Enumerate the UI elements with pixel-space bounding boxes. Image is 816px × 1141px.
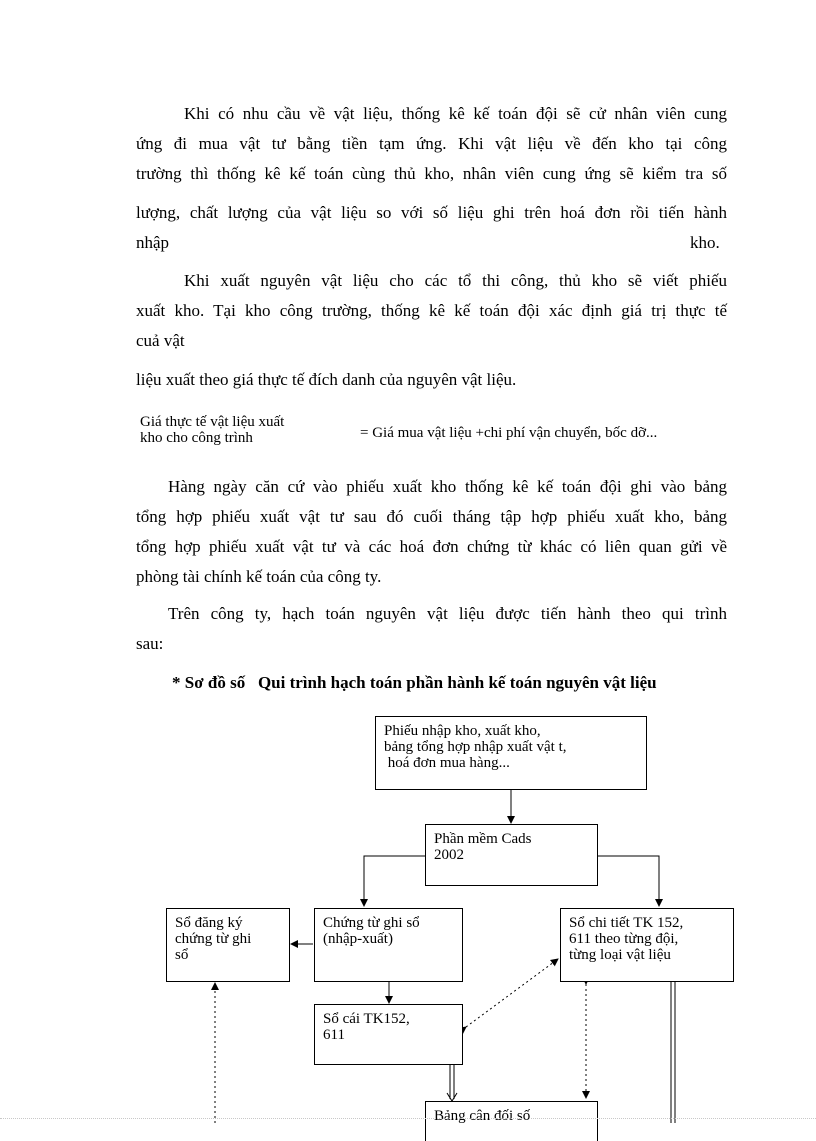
box-software-line1: Phần mềm Cads: [434, 831, 532, 847]
box-software: [425, 824, 598, 886]
paragraph2-line2: xuất kho. Tại kho công trường, thống kê kế toán đội xác định giá trị thực tế: [136, 301, 727, 320]
box-vouchers-line1: Chứng từ ghi sổ: [323, 915, 420, 931]
paragraph2-line1: Khi xuất nguyên vật liệu cho các tổ thi công, thủ kho sẽ viết phiếu: [184, 271, 727, 290]
box-detail-ledger-line1: Sổ chi tiết TK 152,: [569, 915, 684, 931]
box-vouchers-line2: (nhập-xuất): [323, 931, 393, 947]
paragraph1-last-left: nhập: [136, 233, 170, 252]
paragraph2-line3: cuả vật: [136, 331, 185, 350]
paragraph1-line2: ứng đi mua vật tư bằng tiền tạm ứng. Khi vật liệu về đến kho tại công: [136, 134, 727, 153]
box-general-ledger: [314, 1004, 463, 1065]
paragraph3-line1: Hàng ngày căn cứ vào phiếu xuất kho thống kê kế toán đội ghi vào bảng: [168, 477, 727, 496]
page-bottom-divider: [0, 1118, 816, 1119]
box-register-line2: chứng từ ghi: [175, 931, 252, 947]
paragraph1-line1: Khi có nhu cầu về vật liệu, thống kê kế toán đội sẽ cử nhân viên cung: [184, 104, 727, 123]
paragraph4-line2: sau:: [136, 634, 164, 653]
box-register-line3: sổ: [175, 947, 189, 963]
box-register-line1: Sổ đăng ký: [175, 915, 243, 931]
paragraph3-line3: tổng hợp phiếu xuất vật tư và các hoá đơn chứng từ khác có liên quan gửi về: [136, 537, 727, 556]
box-register: [166, 908, 290, 982]
box-balance-sheet-line1: Bảng cân đối số: [434, 1108, 531, 1124]
paragraph3-line2: tổng hợp phiếu xuất vật tư sau đó cuối tháng tập hợp phiếu xuất kho, bảng: [136, 507, 727, 526]
box-general-ledger-line1: Sổ cái TK152,: [323, 1011, 410, 1027]
paragraph1-line3: trường thì thống kê kế toán cùng thủ kho, nhân viên cung ứng sẽ kiểm tra số: [136, 164, 727, 183]
arrow-software-to-vouchers: [364, 856, 426, 906]
formula-left-line2: kho cho công trình: [140, 430, 253, 446]
box-source-documents-line1: Phiếu nhập kho, xuất kho,: [384, 723, 541, 739]
paragraph1-line4: lượng, chất lượng của vật liệu so với số liệu ghi trên hoá đơn rồi tiến hành: [136, 203, 727, 222]
box-detail-ledger-line2: 611 theo từng đội,: [569, 931, 679, 947]
box-source-documents-line2: bảng tổng hợp nhập xuất vật t,: [384, 739, 567, 755]
diagram-title: * Sơ đồ số Qui trình hạch toán phần hành kế toán nguyên vật liệu: [172, 673, 657, 692]
paragraph1-last-right: kho.: [690, 233, 720, 252]
arrow-software-to-detail: [597, 856, 659, 906]
formula-right: = Giá mua vật liệu +chi phí vận chuyển, bốc dỡ...: [360, 425, 658, 441]
arrow-dotted-general-detail: [466, 959, 558, 1027]
box-detail-ledger: [560, 908, 734, 982]
box-source-documents: [375, 716, 647, 790]
box-source-documents-line3: hoá đơn mua hàng...: [384, 755, 510, 771]
formula-left-line1: Giá thực tế vật liệu xuất: [140, 414, 285, 430]
box-vouchers: [314, 908, 463, 982]
paragraph3-line4: phòng tài chính kế toán của công ty.: [136, 567, 382, 586]
box-software-line2: 2002: [434, 847, 464, 863]
box-general-ledger-line2: 611: [323, 1027, 345, 1043]
paragraph2-line4: liệu xuất theo giá thực tế đích danh của nguyên vật liệu.: [136, 370, 517, 389]
paragraph4-line1: Trên công ty, hạch toán nguyên vật liệu được tiến hành theo qui trình: [168, 604, 727, 623]
box-balance-sheet: [425, 1101, 598, 1141]
box-detail-ledger-line3: từng loại vật liệu: [569, 947, 671, 963]
